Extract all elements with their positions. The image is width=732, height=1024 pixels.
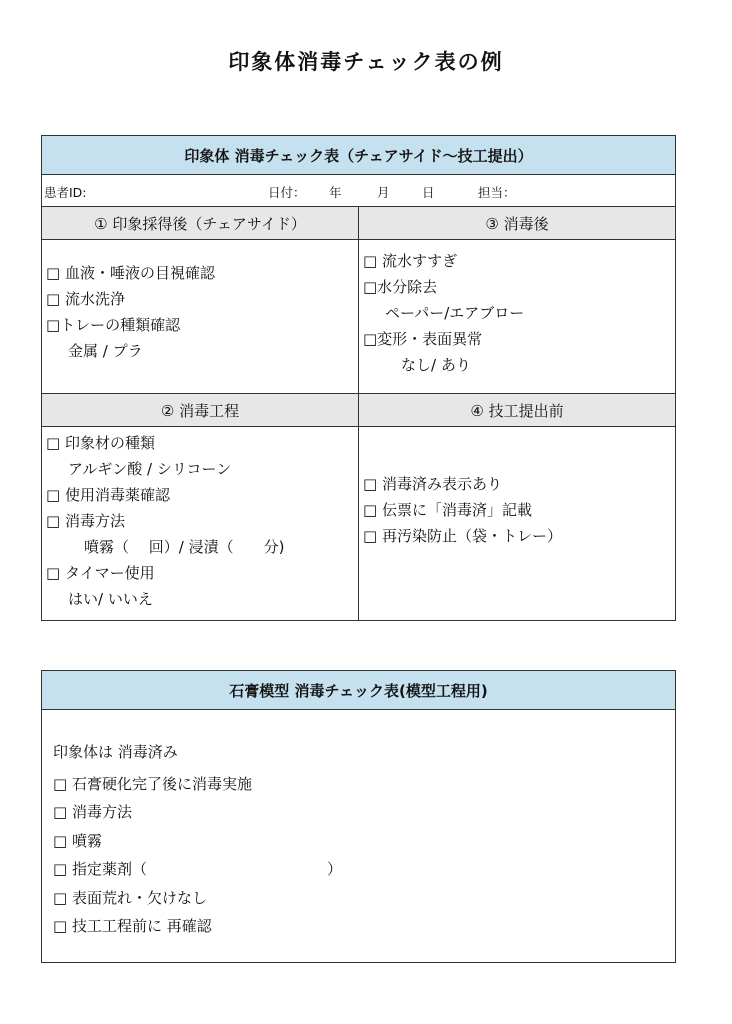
plaster-table-title: 石膏模型 消毒チェック表(模型工程用)	[42, 671, 676, 710]
check-item: □ 消毒方法	[46, 512, 125, 530]
patient-info-row	[42, 175, 676, 207]
check-item: □変形・表面異常	[363, 330, 483, 348]
check-item: □ 指定薬剤（ ）	[53, 860, 342, 878]
check-item: □ 噴霧	[53, 831, 102, 850]
check-option: なし/ あり	[401, 356, 471, 374]
check-option: 噴霧（ 回）/ 浸漬（ 分)	[84, 538, 285, 556]
plaster-status-text: 印象体は 消毒済み	[53, 743, 178, 761]
section-1-header: ① 印象採得後（チェアサイド）	[42, 207, 359, 240]
check-option: 金属 / プラ	[68, 342, 143, 360]
section-3-header: ③ 消毒後	[359, 207, 676, 240]
check-item: □ タイマー使用	[46, 564, 155, 582]
section-2-body	[42, 427, 359, 621]
check-item: □トレーの種類確認	[46, 316, 181, 334]
check-item: □ 使用消毒薬確認	[46, 486, 170, 504]
page-title: 印象体消毒チェック表の例	[228, 50, 504, 74]
check-item: □ 石膏硬化完了後に消毒実施	[53, 774, 252, 793]
section-2-header: ② 消毒工程	[42, 394, 359, 427]
check-item: □ 流水洗浄	[46, 290, 125, 308]
date-label: 日付：	[268, 185, 306, 200]
check-item: □水分除去	[363, 278, 438, 296]
check-item: □ 表面荒れ・欠けなし	[53, 888, 207, 907]
plaster-table-body	[42, 710, 676, 963]
check-item: □ 再汚染防止（袋・トレー）	[363, 526, 562, 545]
section-4-header: ④ 技工提出前	[359, 394, 676, 427]
check-item: □ 印象材の種類	[46, 434, 155, 452]
check-item: □ 消毒方法	[53, 803, 132, 821]
section-3-body	[359, 240, 676, 394]
section-1-body	[42, 240, 359, 394]
check-item: □ 血液・唾液の目視確認	[46, 264, 215, 282]
check-option: ペーパー/エアブロー	[385, 304, 525, 322]
check-option: アルギン酸 / シリコーン	[68, 460, 232, 478]
plaster-checklist-table	[41, 670, 676, 963]
impression-table-title: 印象体 消毒チェック表（チェアサイド〜技工提出）	[42, 136, 676, 175]
check-item: □ 流水すすぎ	[363, 252, 458, 270]
check-item: □ 技工工程前に 再確認	[53, 917, 212, 935]
check-option: はい/ いいえ	[68, 590, 153, 608]
section-4-body	[359, 427, 676, 621]
check-item: □ 伝票に「消毒済」記載	[363, 500, 532, 519]
patient-id-label: 患者ID:	[44, 185, 87, 200]
month-label: 月	[377, 185, 390, 200]
year-label: 年	[329, 185, 342, 200]
impression-checklist-table	[41, 135, 676, 621]
day-label: 日	[422, 185, 435, 200]
staff-label: 担当：	[478, 185, 516, 200]
check-item: □ 消毒済み表示あり	[363, 474, 502, 493]
